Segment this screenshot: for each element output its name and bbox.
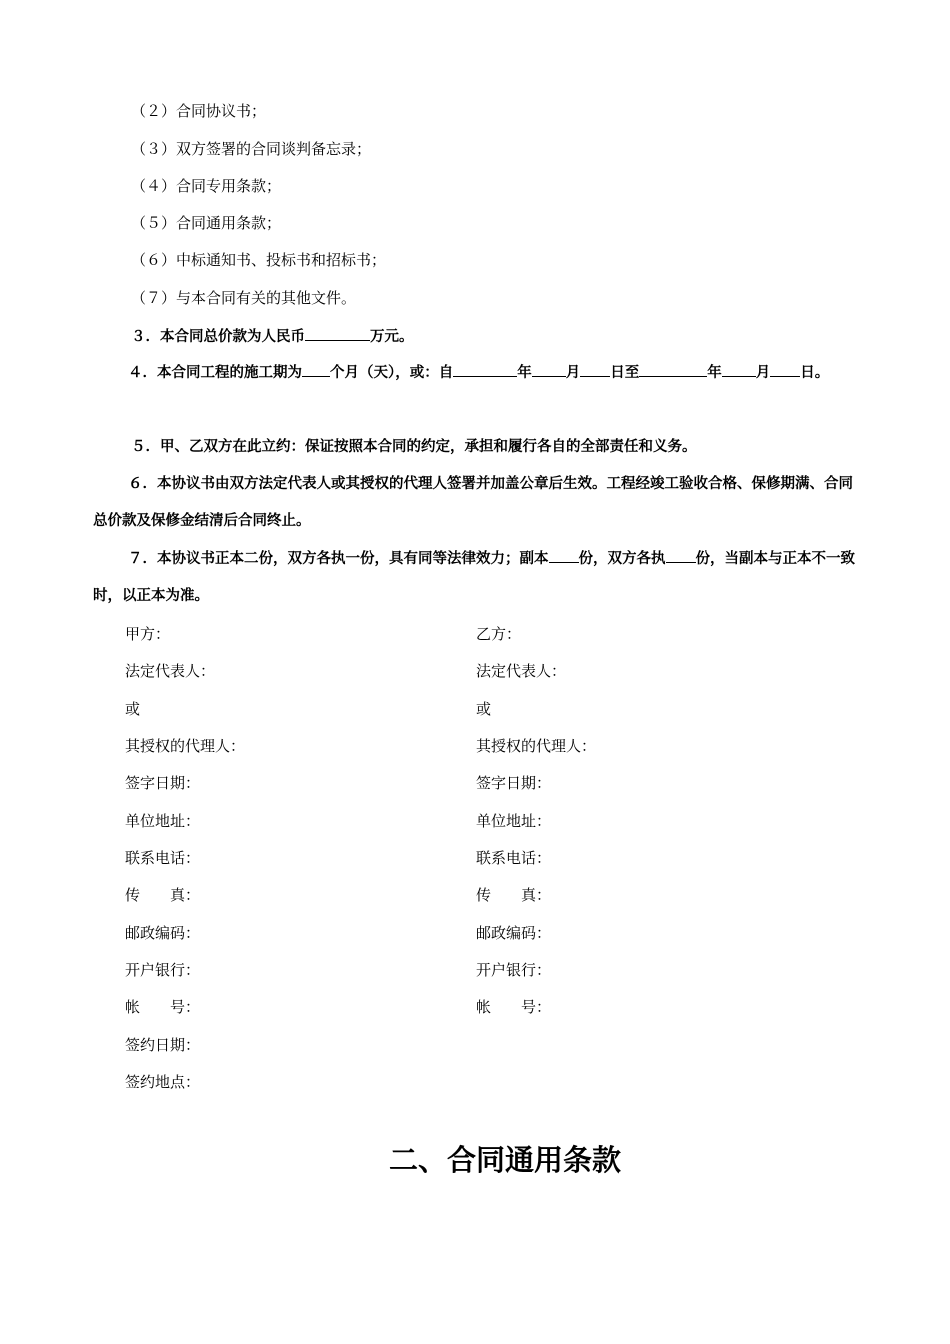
amount-blank[interactable] (305, 324, 370, 341)
party-b-account: 帐 号： (476, 998, 552, 1016)
clause-6: ６．本协议书由双方法定代表人或其授权的代理人签署并加盖公章后生效。工程经竣工验收合格、保修期满、合同总价款及保修金结清后合同终止。 (93, 476, 853, 529)
period-blank[interactable] (302, 360, 330, 377)
party-a-agent: 其授权的代理人： (125, 737, 246, 755)
end-month-blank[interactable] (722, 360, 756, 377)
party-b-sign-date: 签字日期： (476, 774, 552, 792)
party-a-phone: 联系电话： (125, 849, 201, 867)
party-b-address: 单位地址： (476, 812, 552, 830)
party-b-phone: 联系电话： (476, 849, 552, 867)
list-item: （７）与本合同有关的其他文件。 (131, 289, 357, 307)
party-b-agent: 其授权的代理人： (476, 737, 597, 755)
clause-5: ５．甲、乙双方在此立约：保证按照本合同的约定，承担和履行各自的全部责任和义务。 (131, 439, 697, 455)
contract-date: 签约日期： (125, 1036, 201, 1054)
list-item: （４）合同专用条款； (131, 177, 282, 195)
contract-place: 签约地点： (125, 1073, 201, 1091)
party-b-bank: 开户银行： (476, 961, 552, 979)
copies-each-blank[interactable] (666, 546, 696, 563)
party-a-sign-date: 签字日期： (125, 774, 201, 792)
list-item: （３）双方签署的合同谈判备忘录； (131, 140, 372, 158)
party-a-rep: 法定代表人： (125, 662, 216, 680)
start-month-blank[interactable] (532, 360, 566, 377)
start-year-blank[interactable] (453, 360, 517, 377)
party-a-or: 或 (125, 700, 141, 718)
party-a-account: 帐 号： (125, 998, 201, 1016)
copies-blank[interactable] (549, 546, 579, 563)
party-a-bank: 开户银行： (125, 961, 201, 979)
end-day-blank[interactable] (770, 360, 800, 377)
party-b-fax: 传 真： (476, 886, 552, 904)
party-a-address: 单位地址： (125, 812, 201, 830)
party-b-rep: 法定代表人： (476, 662, 567, 680)
list-item: （２）合同协议书； (131, 102, 267, 120)
start-day-blank[interactable] (580, 360, 610, 377)
list-item: （６）中标通知书、投标书和招标书； (131, 251, 387, 269)
party-b-or: 或 (476, 700, 492, 718)
end-year-blank[interactable] (639, 360, 707, 377)
party-b-postcode: 邮政编码： (476, 924, 552, 942)
section-title: 二、合同通用条款 (388, 1143, 621, 1177)
clause-7: ７．本协议书正本二份，双方各执一份，具有同等法律效力；副本 份，双方各执 份，当副本与正本不一致时，以正本为准。 (93, 541, 861, 615)
clause-4: ４．本合同工程的施工期为 个月（天），或：自 年 月 日至 年 月 日。 (93, 355, 861, 392)
party-b-name: 乙方： (476, 625, 522, 643)
list-item: （５）合同通用条款； (131, 214, 282, 232)
party-a-fax: 传 真： (125, 886, 201, 904)
clause-3: ３．本合同总价款为人民币 万元。 (131, 324, 414, 348)
party-a-name: 甲方： (125, 625, 171, 643)
party-a-postcode: 邮政编码： (125, 924, 201, 942)
